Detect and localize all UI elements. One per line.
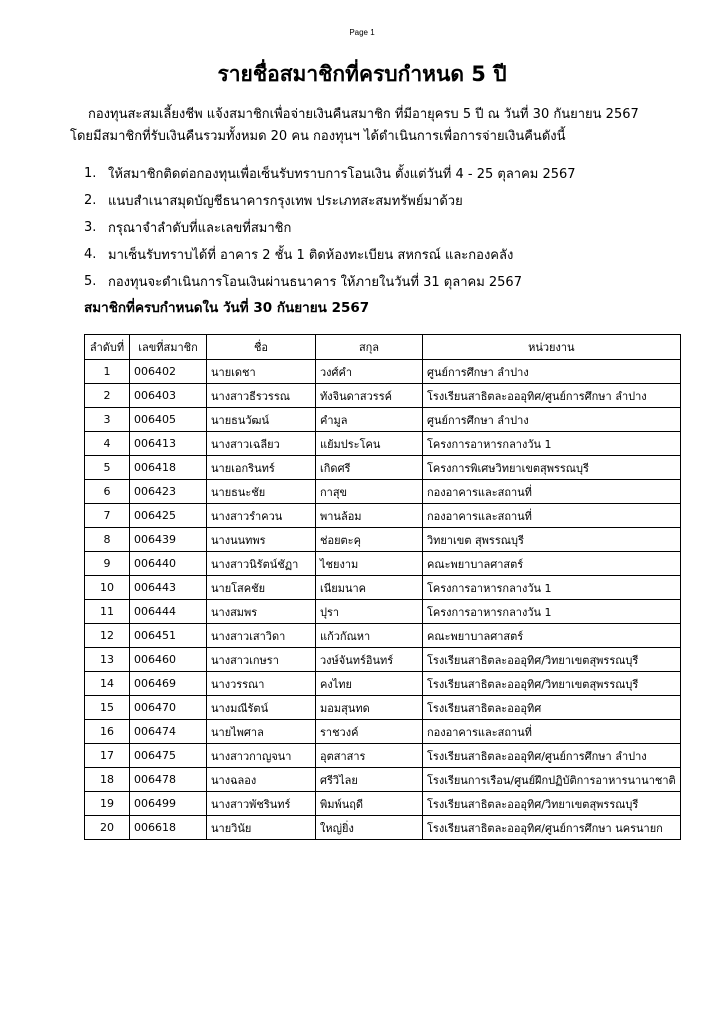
table-row — [85, 696, 681, 720]
table-row — [85, 360, 681, 384]
instruction-number: 4. — [84, 247, 97, 262]
cell-member-id: 006440 — [130, 552, 207, 576]
cell-department: โรงเรียนสาธิตละอออุทิศ/วิทยาเขตสุพรรณบุรี — [423, 792, 681, 816]
cell-department: วิทยาเขต สุพรรณบุรี — [423, 528, 681, 552]
cell-surname: ใหญ่ยิ่ง — [316, 816, 423, 840]
table-row — [85, 408, 681, 432]
cell-member-id: 006460 — [130, 648, 207, 672]
cell-department: โครงการพิเศษวิทยาเขตสุพรรณบุรี — [423, 456, 681, 480]
cell-surname: ศรีวิไลย — [316, 768, 423, 792]
cell-surname: ไชยงาม — [316, 552, 423, 576]
cell-member-id: 006474 — [130, 720, 207, 744]
header-member-id: เลขที่สมาชิก — [130, 335, 207, 360]
instruction-text: แนบสำเนาสมุดบัญชีธนาคารกรุงเทพ ประเภทสะสมทรัพย์มาด้วย — [108, 194, 463, 209]
cell-member-id: 006405 — [130, 408, 207, 432]
header-first-name: ชื่อ — [207, 335, 316, 360]
cell-first-name: นางฉลอง — [207, 768, 316, 792]
cell-member-id: 006469 — [130, 672, 207, 696]
cell-department: โรงเรียนสาธิตละอออุทิศ/วิทยาเขตสุพรรณบุรี — [423, 648, 681, 672]
cell-surname: วงษ์จันทร์อินทร์ — [316, 648, 423, 672]
table-row — [85, 768, 681, 792]
cell-first-name: นางสาวนิรัตน์ชัฏา — [207, 552, 316, 576]
cell-department: คณะพยาบาลศาสตร์ — [423, 624, 681, 648]
cell-surname: เนียมนาค — [316, 576, 423, 600]
cell-first-name: นายธนวัฒน์ — [207, 408, 316, 432]
cell-department: โรงเรียนสาธิตละอออุทิศ — [423, 696, 681, 720]
cell-order: 18 — [85, 768, 130, 792]
cell-first-name: นางสาวกาญจนา — [207, 744, 316, 768]
instruction-list — [84, 160, 704, 295]
instruction-text: กองทุนจะดำเนินการโอนเงินผ่านธนาคาร ให้ภายในวันที่ 31 ตุลาคม 2567 — [108, 275, 522, 290]
cell-member-id: 006475 — [130, 744, 207, 768]
header-surname: สกุล — [316, 335, 423, 360]
table-row — [85, 624, 681, 648]
cell-order: 19 — [85, 792, 130, 816]
cell-member-id: 006413 — [130, 432, 207, 456]
cell-department: โครงการอาหารกลางวัน 1 — [423, 432, 681, 456]
cell-department: กองอาคารและสถานที่ — [423, 720, 681, 744]
cell-member-id: 006618 — [130, 816, 207, 840]
table-row — [85, 672, 681, 696]
cell-member-id: 006444 — [130, 600, 207, 624]
cell-order: 13 — [85, 648, 130, 672]
cell-member-id: 006423 — [130, 480, 207, 504]
intro-line-1: กองทุนสะสมเลี้ยงชีพ แจ้งสมาชิกเพื่อจ่ายเงินคืนสมาชิก ที่มีอายุครบ 5 ปี ณ วันที่ 30 กันยายน 2567 — [88, 107, 639, 122]
cell-department: โรงเรียนสาธิตละอออุทิศ/ศูนย์การศึกษา ลำปาง — [423, 744, 681, 768]
table-row — [85, 456, 681, 480]
cell-surname: ทังจินดาสวรรค์ — [316, 384, 423, 408]
table-row — [85, 744, 681, 768]
table-row — [85, 432, 681, 456]
cell-member-id: 006470 — [130, 696, 207, 720]
cell-department: โครงการอาหารกลางวัน 1 — [423, 600, 681, 624]
cell-first-name: นางมณีรัตน์ — [207, 696, 316, 720]
cell-order: 2 — [85, 384, 130, 408]
cell-surname: มอมสุนทด — [316, 696, 423, 720]
cell-surname: แย้มประโคน — [316, 432, 423, 456]
cell-first-name: นายวินัย — [207, 816, 316, 840]
table-row — [85, 528, 681, 552]
cell-first-name: นางสมพร — [207, 600, 316, 624]
cell-surname: คำมูล — [316, 408, 423, 432]
header-department: หน่วยงาน — [423, 335, 681, 360]
cell-order: 14 — [85, 672, 130, 696]
cell-first-name: นายธนะชัย — [207, 480, 316, 504]
cell-surname: กาสุข — [316, 480, 423, 504]
cell-member-id: 006403 — [130, 384, 207, 408]
cell-order: 8 — [85, 528, 130, 552]
cell-department: กองอาคารและสถานที่ — [423, 504, 681, 528]
cell-surname: ช่อยตะคุ — [316, 528, 423, 552]
instruction-item — [84, 160, 704, 187]
cell-member-id: 006402 — [130, 360, 207, 384]
cell-surname: เกิดศรี — [316, 456, 423, 480]
cell-order: 1 — [85, 360, 130, 384]
intro-paragraph — [70, 104, 710, 148]
cell-first-name: นายเอกรินทร์ — [207, 456, 316, 480]
table-row — [85, 792, 681, 816]
cell-department: โรงเรียนสาธิตละอออุทิศ/ศูนย์การศึกษา นครนายก — [423, 816, 681, 840]
cell-member-id: 006425 — [130, 504, 207, 528]
cell-first-name: นางนนทพร — [207, 528, 316, 552]
cell-first-name: นางสาวเฉลียว — [207, 432, 316, 456]
cell-surname: พิมพ์นฤดี — [316, 792, 423, 816]
cell-department: กองอาคารและสถานที่ — [423, 480, 681, 504]
members-table — [84, 334, 681, 840]
cell-member-id: 006443 — [130, 576, 207, 600]
table-subheading: สมาชิกที่ครบกำหนดใน วันที่ 30 กันยายน 2567 — [84, 300, 370, 316]
table-row — [85, 816, 681, 840]
cell-order: 11 — [85, 600, 130, 624]
cell-first-name: นางสาวรำควน — [207, 504, 316, 528]
instruction-item — [84, 214, 704, 241]
table-row — [85, 552, 681, 576]
intro-line-2: โดยมีสมาชิกที่รับเงินคืนรวมทั้งหมด 20 คน กองทุนฯ ได้ดำเนินการเพื่อการจ่ายเงินคืนดังนี้ — [70, 129, 566, 144]
instruction-number: 2. — [84, 193, 97, 208]
table-row — [85, 576, 681, 600]
cell-order: 17 — [85, 744, 130, 768]
cell-order: 10 — [85, 576, 130, 600]
instruction-item — [84, 241, 704, 268]
header-order: ลำดับที่ — [85, 335, 130, 360]
cell-surname: คงไทย — [316, 672, 423, 696]
cell-order: 5 — [85, 456, 130, 480]
instruction-item — [84, 187, 704, 214]
cell-department: โรงเรียนสาธิตละอออุทิศ/ศูนย์การศึกษา ลำปาง — [423, 384, 681, 408]
cell-order: 12 — [85, 624, 130, 648]
cell-surname: แก้วกัณหา — [316, 624, 423, 648]
cell-department: โรงเรียนการเรือน/ศูนย์ฝึกปฏิบัติการอาหารนานาชาติ — [423, 768, 681, 792]
cell-surname: ปุรา — [316, 600, 423, 624]
cell-surname: พานล้อม — [316, 504, 423, 528]
cell-department: ศูนย์การศึกษา ลำปาง — [423, 408, 681, 432]
cell-order: 7 — [85, 504, 130, 528]
cell-order: 15 — [85, 696, 130, 720]
instruction-number: 1. — [84, 166, 97, 181]
instruction-text: ให้สมาชิกติดต่อกองทุนเพื่อเซ็นรับทราบการโอนเงิน ตั้งแต่วันที่ 4 - 25 ตุลาคม 2567 — [108, 167, 576, 182]
instruction-number: 5. — [84, 274, 97, 289]
cell-department: โรงเรียนสาธิตละอออุทิศ/วิทยาเขตสุพรรณบุรี — [423, 672, 681, 696]
cell-order: 9 — [85, 552, 130, 576]
cell-first-name: นายโสคชัย — [207, 576, 316, 600]
cell-first-name: นางสาวพัชรินทร์ — [207, 792, 316, 816]
cell-first-name: นางสาวเกษรา — [207, 648, 316, 672]
cell-order: 16 — [85, 720, 130, 744]
table-row — [85, 648, 681, 672]
cell-department: ศูนย์การศึกษา ลำปาง — [423, 360, 681, 384]
instruction-item — [84, 268, 704, 295]
instruction-number: 3. — [84, 220, 97, 235]
instruction-text: กรุณาจำลำดับที่และเลขที่สมาชิก — [108, 221, 292, 236]
cell-first-name: นางวรรณา — [207, 672, 316, 696]
table-row — [85, 480, 681, 504]
cell-department: โครงการอาหารกลางวัน 1 — [423, 576, 681, 600]
cell-order: 6 — [85, 480, 130, 504]
table-row — [85, 504, 681, 528]
cell-first-name: นางสาวเสาวิดา — [207, 624, 316, 648]
cell-member-id: 006418 — [130, 456, 207, 480]
document-title: รายชื่อสมาชิกที่ครบกำหนด 5 ปี — [217, 62, 507, 86]
cell-member-id: 006499 — [130, 792, 207, 816]
page-number-label: Page 1 — [349, 28, 375, 37]
table-row — [85, 384, 681, 408]
cell-surname: ราชวงค์ — [316, 720, 423, 744]
cell-member-id: 006439 — [130, 528, 207, 552]
cell-member-id: 006478 — [130, 768, 207, 792]
cell-order: 4 — [85, 432, 130, 456]
cell-member-id: 006451 — [130, 624, 207, 648]
cell-first-name: นายไพศาล — [207, 720, 316, 744]
cell-first-name: นายเดชา — [207, 360, 316, 384]
instruction-text: มาเซ็นรับทราบได้ที่ อาคาร 2 ชั้น 1 ติดห้องทะเบียน สหกรณ์ และกองคลัง — [108, 248, 514, 263]
cell-first-name: นางสาวธีรวรรณ — [207, 384, 316, 408]
cell-department: คณะพยาบาลศาสตร์ — [423, 552, 681, 576]
table-row — [85, 720, 681, 744]
table-header-row — [85, 335, 681, 360]
cell-surname: อุตสาสาร — [316, 744, 423, 768]
cell-order: 3 — [85, 408, 130, 432]
cell-order: 20 — [85, 816, 130, 840]
cell-surname: วงศ์คำ — [316, 360, 423, 384]
table-row — [85, 600, 681, 624]
